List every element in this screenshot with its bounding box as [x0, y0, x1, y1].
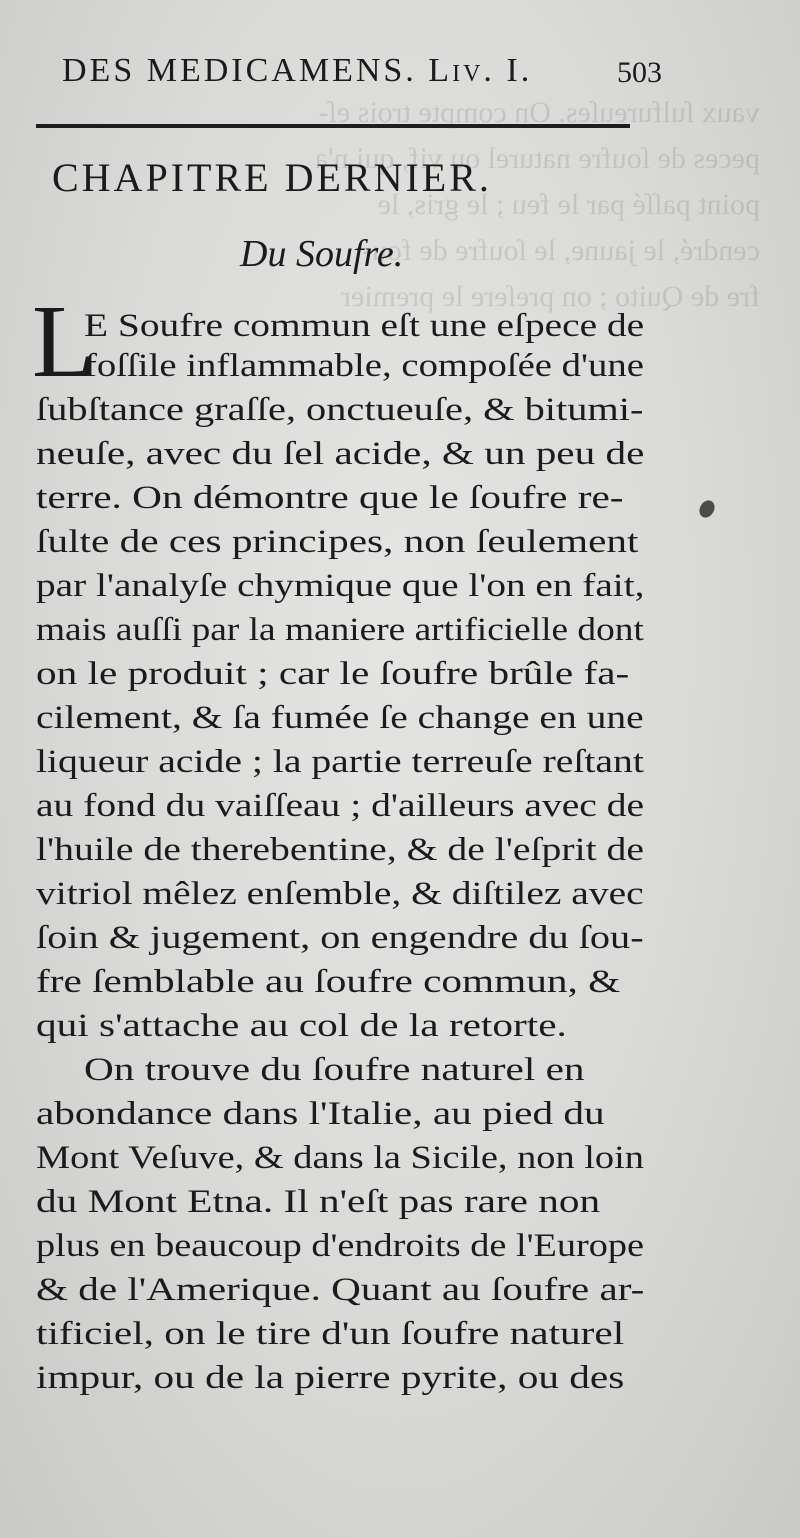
text-line: ſulte de ces principes, non ſeulement — [36, 524, 639, 560]
text-line: on le produit ; car le ſoufre brûle fa- — [36, 656, 630, 692]
text-line: E Soufre commun eſt une eſpece de — [84, 308, 645, 344]
text-line: tificiel, on le tire d'un ſoufre naturel — [36, 1316, 625, 1352]
text-line: l'huile de therebentine, & de l'eſprit de — [36, 832, 644, 868]
text-line: qui s'attache au col de la retorte. — [36, 1008, 567, 1044]
text-line: Mont Veſuve, & dans la Sicile, non loin — [36, 1140, 644, 1176]
text-line: impur, ou de la pierre pyrite, ou des — [36, 1360, 625, 1396]
text-line: neuſe, avec du ſel acide, & un peu de — [36, 436, 645, 472]
text-line: plus en beaucoup d'endroits de l'Europe — [36, 1228, 645, 1264]
bleed-through-text: vaux ſulfureuſes. On compte trois eſ- peces de ſoufre naturel ou vif, qui n'a point paſſé par le feu ; le gris, le cendré, le jaune, le ſoufre de fou- fre de Quito ; on preſere le premier — [314, 96, 760, 313]
text-line: du Mont Etna. Il n'eſt pas rare non — [36, 1184, 601, 1220]
drop-cap: L — [32, 284, 96, 399]
text-line: On trouve du ſoufre naturel en — [84, 1052, 585, 1088]
chapter-title: CHAPITRE DERNIER. — [52, 155, 492, 200]
section-title: Du Soufre. — [240, 233, 404, 275]
page-number: 503 — [617, 56, 662, 89]
text-line: vitriol mêlez enſemble, & diſtilez avec — [36, 876, 644, 912]
text-line: ſubſtance graſſe, onctueuſe, & bitumi- — [36, 392, 644, 428]
text-line: cilement, & ſa fumée ſe change en une — [36, 700, 644, 736]
text-line: au fond du vaiſſeau ; d'ailleurs avec de — [36, 788, 645, 824]
text-line: ſoin & jugement, on engendre du ſou- — [36, 920, 644, 956]
text-line: par l'analyſe chymique que l'on en fait, — [36, 568, 645, 604]
text-line: foſſile inflammable, compoſée d'une — [84, 348, 644, 384]
running-header-title: DES MEDICAMENS. Liv. I. — [62, 52, 533, 89]
text-line: fre ſemblable au ſoufre commun, & — [36, 964, 621, 1000]
text-line: & de l'Amerique. Quant au ſoufre ar- — [36, 1272, 645, 1308]
text-line: mais auſſi par la maniere artificielle dont — [36, 612, 644, 648]
text-line: terre. On démontre que le ſoufre re- — [36, 480, 624, 516]
text-line: liqueur acide ; la partie terreuſe reſtant — [36, 744, 644, 780]
text-line: abondance dans l'Italie, au pied du — [36, 1096, 605, 1132]
